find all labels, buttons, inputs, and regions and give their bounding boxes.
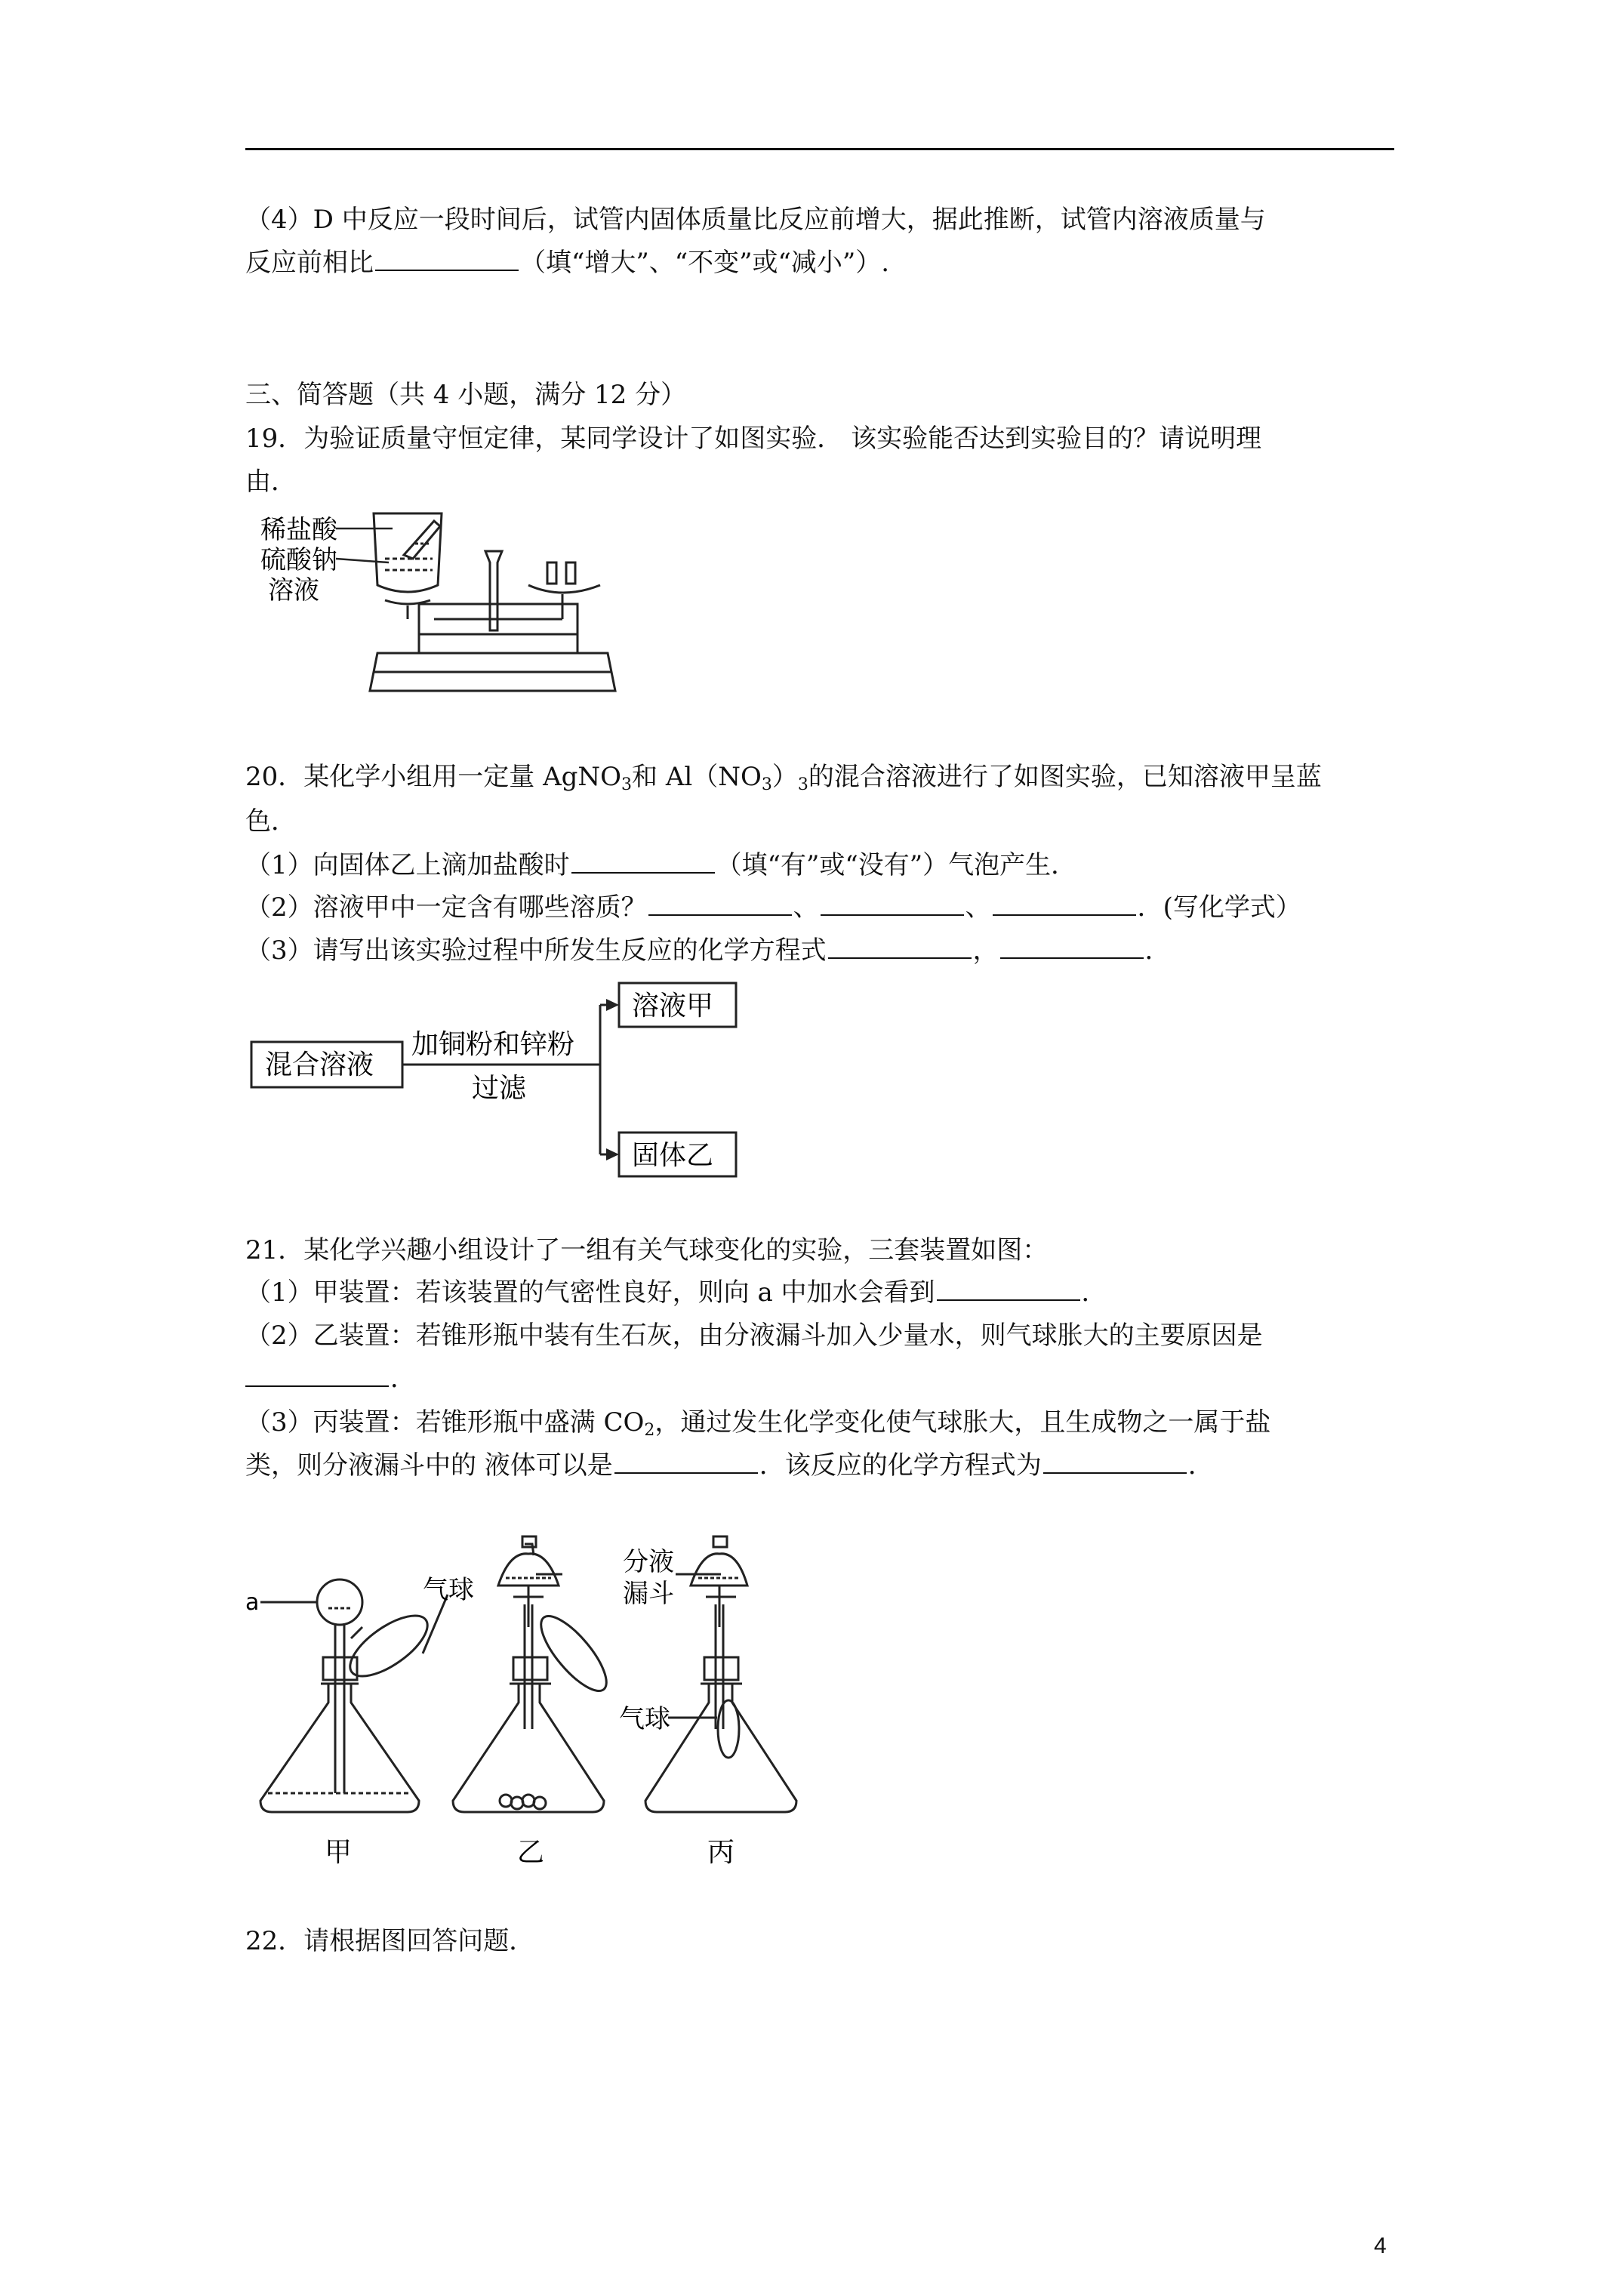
answer-blank[interactable] [828,932,972,959]
box-mixed-solution: 混合溶液 [265,1049,374,1080]
caption-jia: 甲 [325,1837,353,1868]
q21-part2: （2）乙装置：若锥形瓶中装有生石灰，由分液漏斗加入少量水，则气球胀大的主要原因是 [245,1321,1263,1351]
label-balloon-bing: 气球 [619,1704,670,1734]
q20-line1: 20．某化学小组用一定量 AgNO$_3$和 $Al(NO_3)_3$的混合溶液进行了如图实验，已知溶液甲呈蓝 [245,762,1322,794]
label-balloon-jia: 气球 [423,1575,474,1605]
box-solid-yi: 固体乙 [632,1140,714,1171]
q21-part2-line2: ． [245,1359,416,1398]
q18-part4-line1: （4）D 中反应一段时间后，试管内固体质量比反应前增大，据此推断，试管内溶液质量与 [245,205,1266,235]
arrow-label-filter: 过滤 [472,1073,527,1104]
page-number: 4 [1374,2233,1387,2258]
q22-line1: 22．请根据图回答问题． [245,1926,535,1956]
q20-part2: （2）溶液甲中一定含有哪些溶质？ 、 、 ．(写化学式） [245,888,1301,927]
fig-label-hcl: 稀盐酸 [260,515,337,545]
q20-line2: 色． [245,806,297,837]
answer-blank[interactable] [648,889,792,916]
flow-diagram [245,974,804,1193]
answer-blank[interactable] [245,1360,389,1387]
q21-part3-line2: 类，则分液漏斗中的 液体可以是 ．该反应的化学方程式为 ． [245,1446,1214,1485]
answer-blank[interactable] [614,1447,758,1474]
label-funnel-1: 分液 [623,1547,674,1577]
q19-line2: 由． [245,467,297,497]
caption-yi: 乙 [517,1837,545,1868]
q19-line1: 19．为验证质量守恒定律，某同学设计了如图实验． 该实验能否达到实验目的？请说明理 [245,424,1262,454]
q21-line1: 21．某化学兴趣小组设计了一组有关气球变化的实验，三套装置如图： [245,1235,1049,1265]
label-funnel-2: 漏斗 [623,1579,674,1609]
q20-part3: （3）请写出该实验过程中所发生反应的化学方程式 ， ． [245,931,1171,970]
answer-blank[interactable] [937,1274,1080,1301]
q21-part1: （1）甲装置：若该装置的气密性良好，则向 a 中加水会看到 ． [245,1273,1107,1312]
section-title: 三、简答题（共 4 小题，满分 12 分） [245,380,687,410]
answer-blank[interactable] [821,889,964,916]
answer-blank[interactable] [993,889,1136,916]
fig-label-na2so4: 硫酸钠 [260,545,337,575]
answer-blank[interactable] [1000,932,1144,959]
answer-blank[interactable] [375,244,519,271]
header-rule [245,148,1394,150]
q21-part3: （3）丙装置：若锥形瓶中盛满 $CO_2$，通过发生化学变化使气球胀大，且生成物之一属于盐 [245,1407,1271,1440]
label-a: a [245,1589,260,1616]
caption-bing: 丙 [707,1837,735,1868]
balance-figure [245,510,623,706]
answer-blank[interactable] [1043,1447,1187,1474]
box-solution-jia: 溶液甲 [632,991,714,1022]
arrow-label-add-powders: 加铜粉和锌粉 [411,1029,575,1060]
q18-part4-line2: 反应前相比 （填“增大”、“不变”或“减小”）. [245,243,889,282]
balloon-apparatus-figure [245,1533,849,1888]
q20-part1: （1）向固体乙上滴加盐酸时 （填“有”或“没有”）气泡产生． [245,846,1076,885]
fig-label-solution: 溶液 [268,575,319,606]
answer-blank[interactable] [571,846,715,874]
